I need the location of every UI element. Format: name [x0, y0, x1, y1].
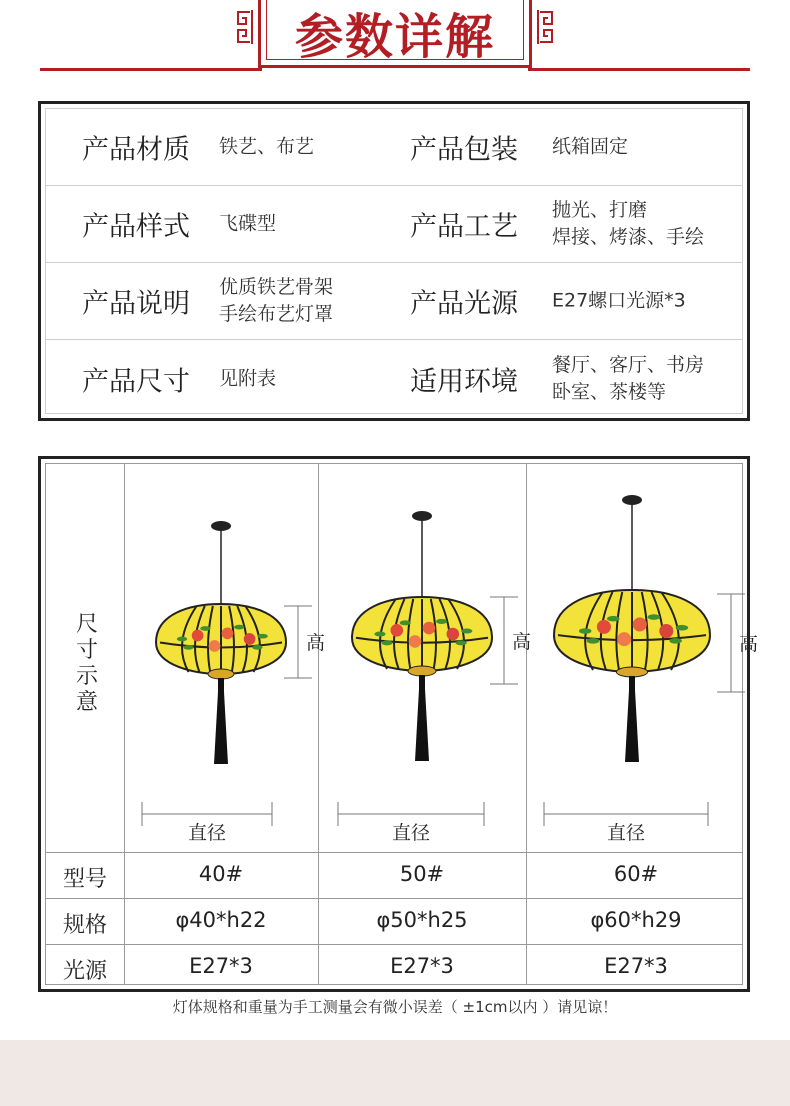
section-header — [0, 0, 790, 72]
param-value: 纸箱固定 — [552, 135, 629, 158]
lamp-cap — [616, 667, 647, 677]
param-label: 产品样式 — [82, 211, 190, 243]
height-label: 高 — [739, 633, 759, 655]
leaf-mark — [587, 638, 599, 644]
spec-cell: E27*3 — [390, 954, 454, 978]
leaf-mark — [579, 628, 591, 634]
param-label: 产品工艺 — [410, 211, 518, 243]
diameter-label: 直径 — [391, 822, 430, 844]
param-label: 产品包装 — [410, 134, 518, 166]
param-row — [46, 340, 742, 417]
row-divider — [46, 852, 742, 853]
param-value: 优质铁艺骨架 手绘布艺灯罩 — [219, 276, 334, 325]
param-row — [46, 186, 742, 263]
diameter-label: 直径 — [606, 822, 645, 844]
spec-cell: φ40*h22 — [175, 908, 267, 932]
leaf-mark — [648, 614, 660, 620]
spec-cell: 50# — [399, 862, 445, 886]
spec-cell: 40# — [198, 862, 244, 886]
flower-mark — [659, 624, 673, 638]
param-label: 产品尺寸 — [82, 366, 190, 397]
flower-mark — [633, 617, 647, 631]
diameter-label: 直径 — [187, 822, 226, 844]
leaf-mark — [676, 625, 688, 631]
footer-band — [0, 1040, 790, 1106]
flower-mark — [617, 632, 631, 646]
param-label: 产品光源 — [410, 288, 518, 320]
tassel-knot — [629, 676, 635, 690]
param-table — [38, 101, 750, 421]
title-rule-right — [528, 68, 750, 71]
height-label: 高 — [306, 632, 326, 654]
leaf-mark — [669, 638, 681, 644]
title-frame — [258, 0, 532, 68]
size-diagram-label: 尺寸示意 — [75, 612, 98, 715]
param-label: 产品说明 — [82, 288, 190, 320]
title-rule-left — [40, 68, 262, 71]
param-value: E27螺口光源*3 — [552, 289, 686, 312]
row-divider — [46, 898, 742, 899]
page-title: 参数详解 — [294, 9, 495, 65]
spec-cell: φ50*h25 — [376, 908, 468, 932]
param-value: 见附表 — [219, 367, 277, 389]
param-value: 抛光、打磨 焊接、烤漆、手绘 — [552, 199, 705, 248]
measurement-note: 灯体规格和重量为手工测量会有微小误差（ ±1cm以内 ）请见谅！ — [172, 998, 618, 1016]
ornament-right-icon — [536, 8, 558, 46]
param-label: 产品材质 — [82, 134, 190, 166]
lamp-diagram — [46, 464, 746, 852]
leaf-mark — [607, 616, 619, 622]
flower-mark — [597, 620, 611, 634]
spec-row-label: 光源 — [62, 959, 107, 984]
spec-cell: E27*3 — [189, 954, 253, 978]
spec-cell: 60# — [613, 862, 659, 886]
spec-cell: φ60*h29 — [590, 908, 682, 932]
param-value: 铁艺、布艺 — [219, 135, 315, 158]
param-label: 适用环境 — [410, 366, 518, 397]
size-table — [38, 456, 759, 992]
tassel — [625, 690, 639, 762]
height-label: 高 — [512, 630, 532, 653]
ornament-left-icon — [232, 8, 254, 46]
param-row — [46, 109, 742, 186]
param-row — [46, 263, 742, 340]
row-divider — [46, 944, 742, 945]
spec-row-label: 规格 — [62, 913, 107, 938]
spec-cell: E27*3 — [604, 954, 668, 978]
spec-row-label: 型号 — [62, 867, 107, 892]
param-value: 飞碟型 — [219, 212, 277, 235]
param-value: 餐厅、客厅、书房 卧室、茶楼等 — [552, 353, 705, 403]
